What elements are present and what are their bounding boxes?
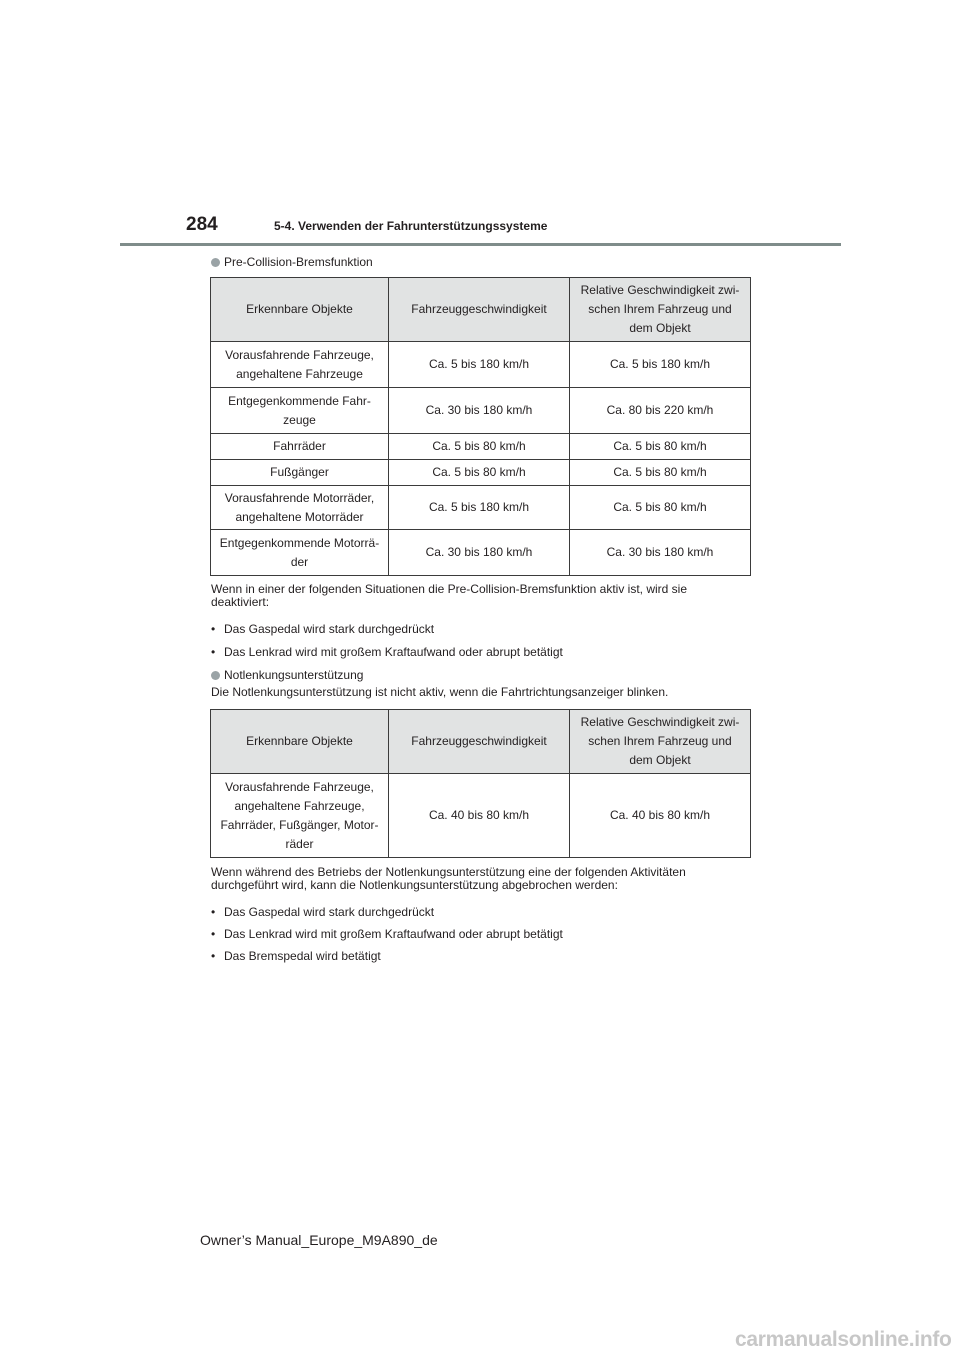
table-cell: Ca. 5 bis 80 km/h [570, 486, 751, 530]
list-bullet: • [211, 622, 216, 636]
table-cell: Ca. 30 bis 180 km/h [389, 530, 570, 576]
table-header-row [211, 710, 751, 774]
table-row [211, 460, 751, 486]
column-header [211, 278, 389, 342]
pre-collision-table [210, 277, 751, 576]
list-item-text: Das Gaspedal wird stark durchgedrückt [224, 622, 435, 636]
table-row [211, 388, 751, 434]
table-cell: Fahrräder [211, 434, 389, 460]
table-cell: Entgegenkommende Motorrä- der [211, 530, 389, 576]
heading-label: Pre-Collision-Bremsfunktion [224, 255, 373, 269]
column-header [570, 710, 751, 774]
bullet-dot-icon [211, 671, 220, 680]
header-text: Erkennbare Objekte [246, 734, 353, 748]
table-cell: Ca. 80 bis 220 km/h [570, 388, 751, 434]
pre-collision-heading [211, 255, 373, 269]
deactivation-note: Wenn in einer der folgenden Situationen die Pre-Collision-Bremsfunktion aktiv ist, wird sie deaktiviert: [211, 582, 688, 609]
list-item-text: Das Bremspedal wird betätigt [224, 949, 381, 963]
list-item-text: Das Lenkrad wird mit großem Kraftaufwand oder abrupt betätigt [224, 645, 563, 659]
list-bullet: • [211, 949, 216, 963]
table-cell: Vorausfahrende Motorräder, angehaltene Motorräder [211, 486, 389, 530]
column-header [570, 278, 751, 342]
emergency-steering-heading [211, 668, 363, 682]
table-cell: Ca. 5 bis 180 km/h [389, 342, 570, 388]
list-bullet: • [211, 645, 216, 659]
table-cell: Ca. 30 bis 180 km/h [389, 388, 570, 434]
table-cell: Ca. 5 bis 180 km/h [570, 342, 751, 388]
table-cell: Vorausfahrende Fahrzeuge, angehaltene Fahrzeuge [211, 342, 389, 388]
table-cell: Ca. 5 bis 80 km/h [570, 460, 751, 486]
header-text: Relative Geschwindigkeit zwi- schen Ihrem Fahrzeug und dem Objekt [580, 715, 740, 767]
list-item [211, 622, 434, 636]
table-cell: Ca. 5 bis 80 km/h [389, 460, 570, 486]
table-cell: Ca. 40 bis 80 km/h [389, 774, 570, 858]
table-cell: Entgegenkommende Fahr- zeuge [211, 388, 389, 434]
table-cell: Fußgänger [211, 460, 389, 486]
list-item [211, 645, 563, 659]
abort-note: Wenn während des Betriebs der Notlenkungsunterstützung eine der folgenden Aktivitäten durchgeführt wird, kann die Notlenkungsunterstützung abgebrochen werden: [211, 865, 686, 892]
table-row [211, 342, 751, 388]
table-cell: Vorausfahrende Fahrzeuge, angehaltene Fahrzeuge, Fahrräder, Fußgänger, Motor- räder [211, 774, 389, 858]
table-cell: Ca. 5 bis 80 km/h [389, 434, 570, 460]
table-row [211, 530, 751, 576]
header-text: Fahrzeuggeschwindigkeit [411, 302, 547, 316]
table-cell: Ca. 5 bis 80 km/h [570, 434, 751, 460]
column-header [389, 278, 570, 342]
bullet-dot-icon [211, 258, 220, 267]
header-rule [120, 243, 841, 246]
watermark: carmanualsonline.info [735, 1328, 952, 1351]
emergency-steering-intro: Die Notlenkungsunterstützung ist nicht aktiv, wenn die Fahrtrichtungsanzeiger blinken. [211, 685, 669, 699]
list-item-text: Das Lenkrad wird mit großem Kraftaufwand oder abrupt betätigt [224, 927, 563, 941]
table-row [211, 486, 751, 530]
header-text: Erkennbare Objekte [246, 302, 353, 316]
section-title: 5-4. Verwenden der Fahrunterstützungssysteme [274, 219, 548, 233]
table-row [211, 774, 751, 858]
column-header [211, 710, 389, 774]
emergency-steering-table [210, 709, 751, 858]
column-header [389, 710, 570, 774]
header-text: Relative Geschwindigkeit zwi- schen Ihrem Fahrzeug und dem Objekt [580, 283, 740, 335]
list-item-text: Das Gaspedal wird stark durchgedrückt [224, 905, 435, 919]
list-item [211, 927, 563, 941]
table-header-row [211, 278, 751, 342]
list-item [211, 949, 381, 963]
header-text: Fahrzeuggeschwindigkeit [411, 734, 547, 748]
heading-label: Notlenkungsunterstützung [224, 668, 364, 682]
page-number: 284 [186, 214, 218, 235]
table-cell: Ca. 5 bis 180 km/h [389, 486, 570, 530]
list-bullet: • [211, 905, 216, 919]
table-row [211, 434, 751, 460]
footer-document-id: Owner’s Manual_Europe_M9A890_de [200, 1232, 438, 1248]
list-item [211, 905, 434, 919]
table-cell: Ca. 30 bis 180 km/h [570, 530, 751, 576]
table-cell: Ca. 40 bis 80 km/h [570, 774, 751, 858]
list-bullet: • [211, 927, 216, 941]
